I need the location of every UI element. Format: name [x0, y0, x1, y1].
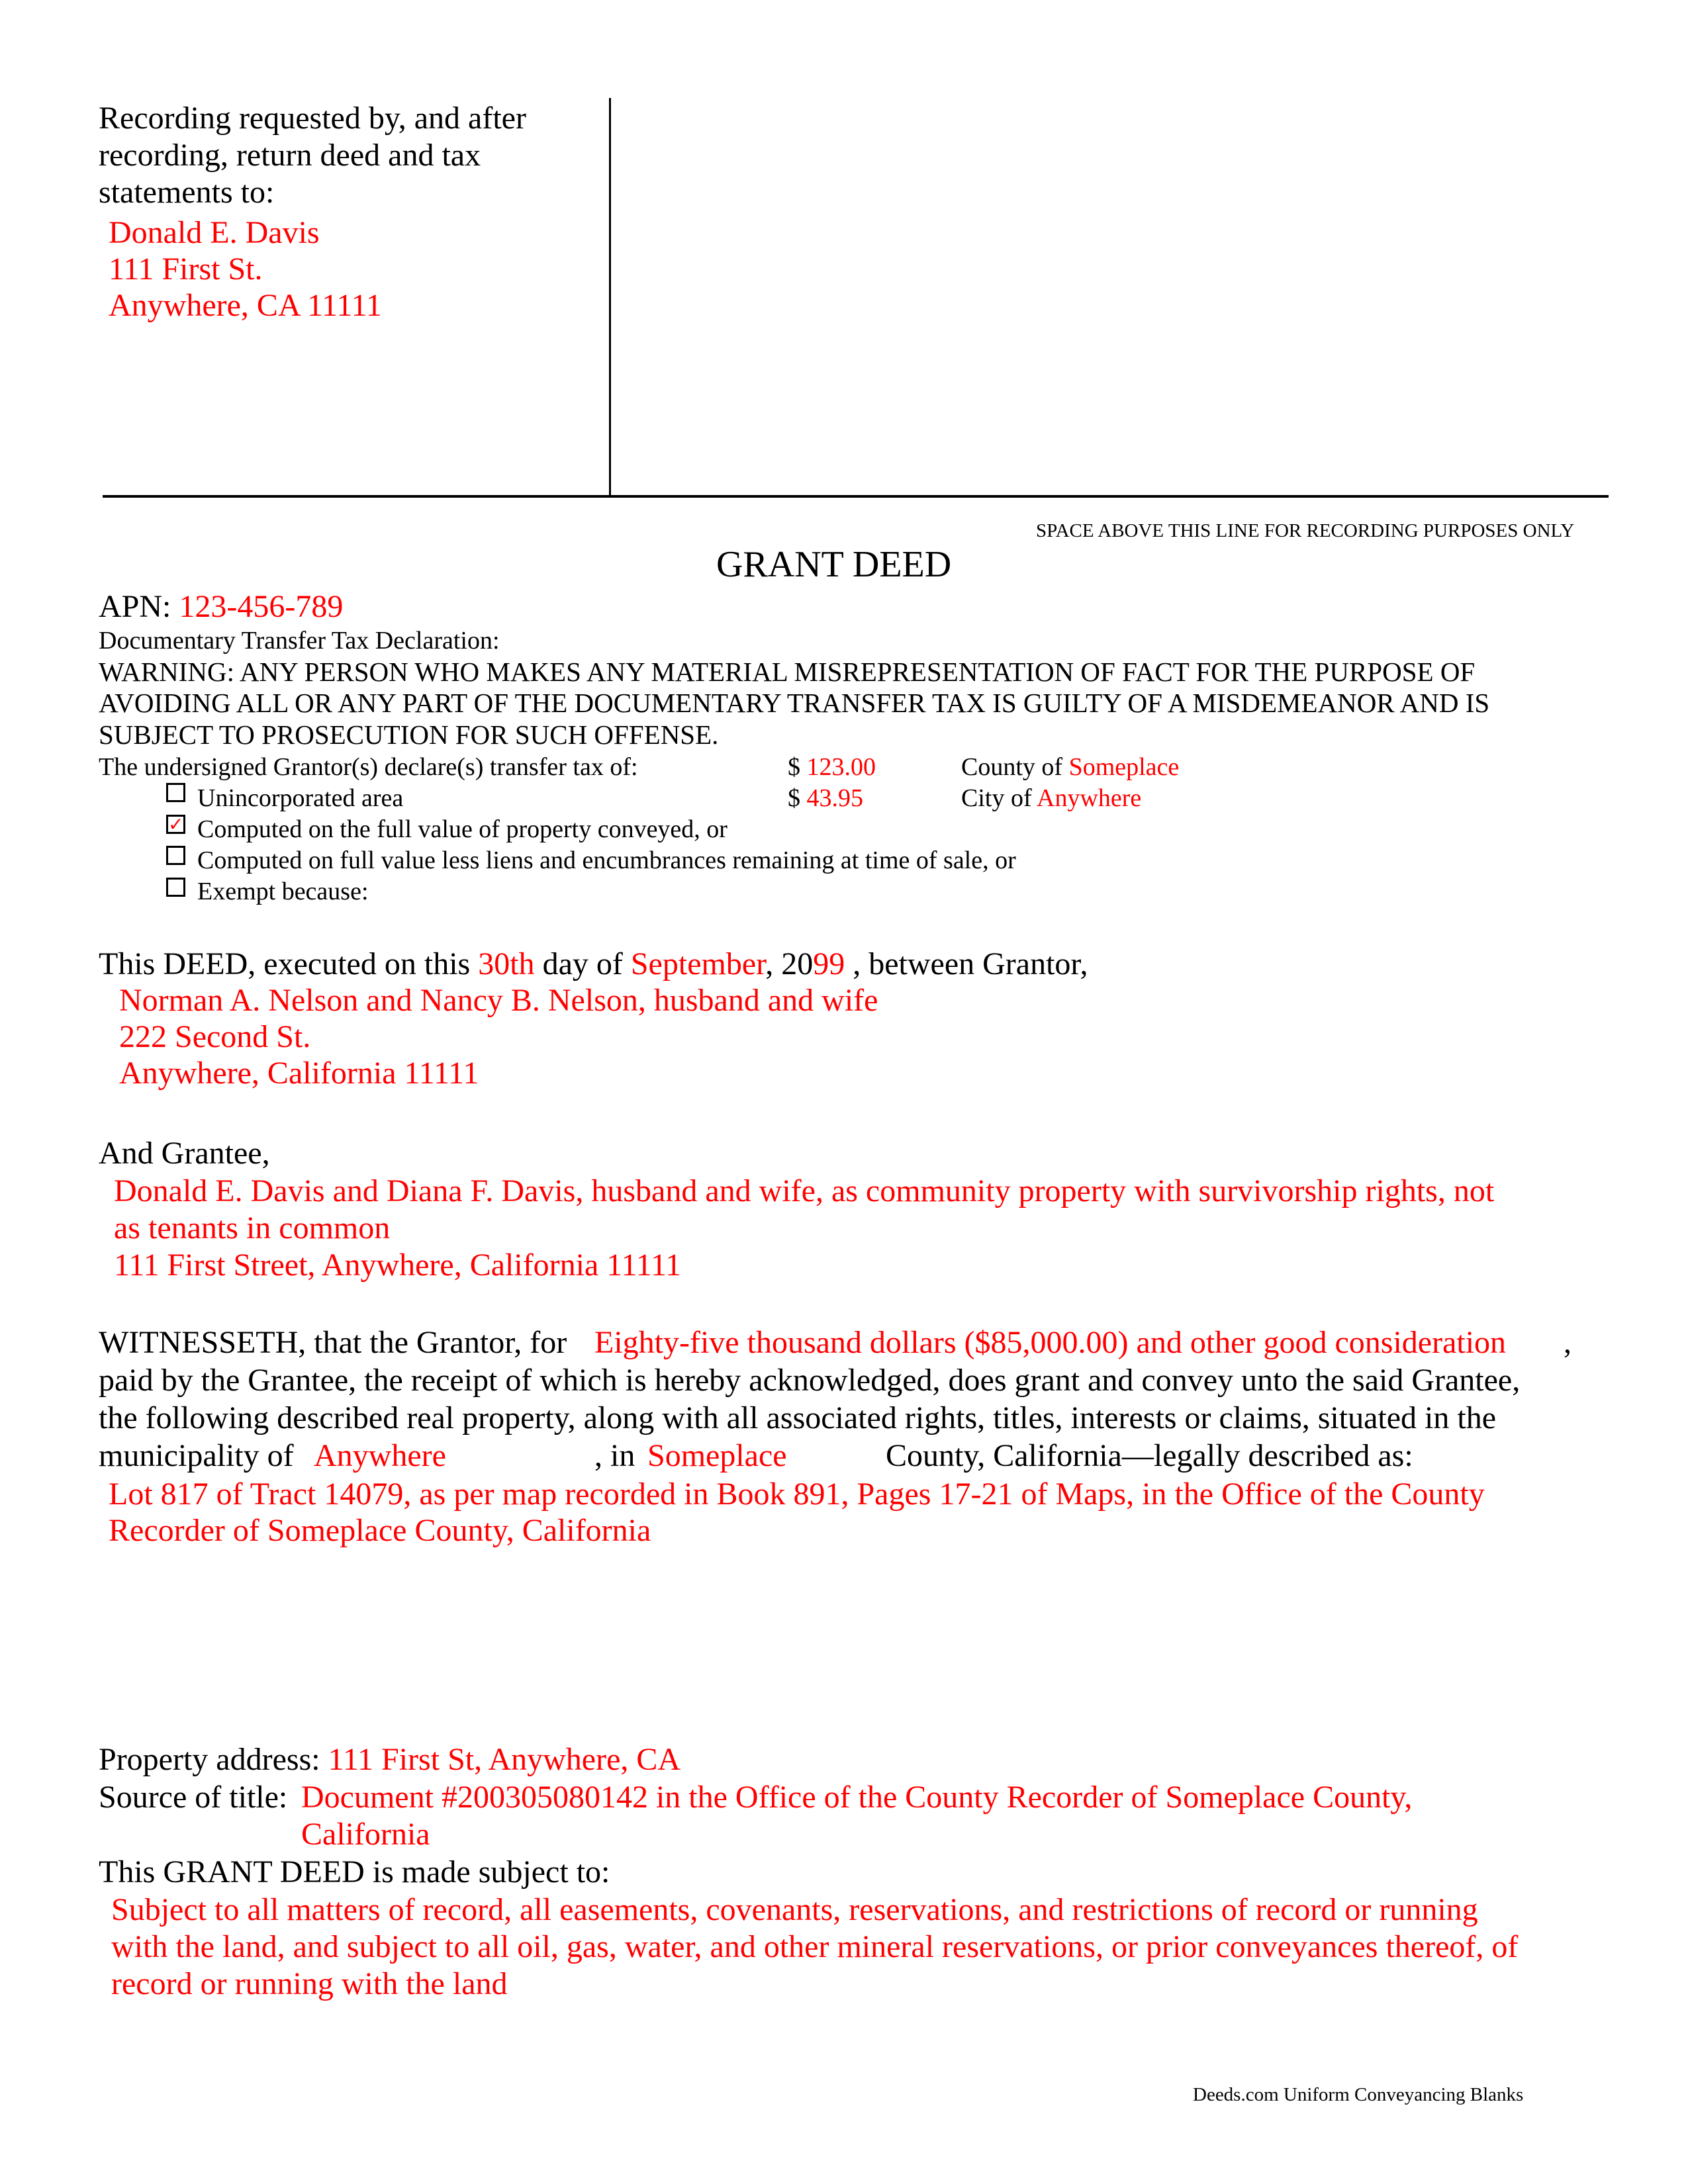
return-label-line-1: Recording requested by, and after — [99, 101, 526, 136]
day-of-label: day of — [542, 946, 623, 981]
return-label-line-2: recording, return deed and tax — [99, 138, 481, 173]
subject-to-line-3: record or running with the land — [111, 1966, 508, 2001]
subject-to-label: This GRANT DEED is made subject to: — [99, 1854, 610, 1889]
grantee-names-line-1: Donald E. Davis and Diana F. Davis, husband and wife, as community property with survivorship rights, not — [114, 1173, 1495, 1208]
recording-box-vertical-rule — [609, 98, 611, 497]
between-grantor-label: , between Grantor, — [853, 946, 1088, 981]
declare-label: The undersigned Grantor(s) declare(s) transfer tax of: — [99, 753, 638, 781]
witnesseth-line-2: paid by the Grantee, the receipt of which is hereby acknowledged, does grant and convey unto the said Grantee, — [99, 1363, 1521, 1398]
deed-intro: This DEED, executed on this — [99, 946, 471, 981]
city-label: City of — [961, 784, 1032, 812]
return-to-name: Donald E. Davis — [109, 215, 320, 250]
property-address-row — [99, 1741, 680, 1778]
checkbox-full-value[interactable] — [166, 815, 185, 834]
grantor-street: 222 Second St. — [119, 1019, 311, 1054]
county-tail: County, California—legally described as: — [886, 1438, 1413, 1473]
witnesseth-line-3: the following described real property, along with all associated rights, titles, interests or claims, situated in the — [99, 1400, 1497, 1435]
year-prefix: , 20 — [765, 946, 814, 981]
city-tax-amount — [788, 783, 863, 814]
source-of-title-label: Source of title: — [99, 1780, 288, 1815]
municipality-value: Anywhere — [314, 1438, 446, 1473]
page-title: GRANT DEED — [716, 544, 952, 585]
execution-year: 99 — [813, 946, 845, 981]
subject-to-line-2: with the land, and subject to all oil, gas, water, and other mineral reservations, or prior conveyances thereof, of — [111, 1929, 1519, 1964]
municipality-label: municipality of — [99, 1438, 294, 1473]
execution-month: September — [630, 946, 766, 981]
option-exempt-label: Exempt because: — [197, 878, 369, 905]
consideration: Eighty-five thousand dollars ($85,000.00) and other good consideration — [594, 1325, 1507, 1360]
county-name: Someplace — [647, 1438, 787, 1473]
property-address-value: 111 First St, Anywhere, CA — [328, 1742, 681, 1777]
grantee-label: And Grantee, — [99, 1136, 270, 1171]
recording-box-horizontal-rule — [103, 495, 1609, 498]
county-amount: 123.00 — [806, 753, 876, 781]
county-tax-amount — [788, 752, 876, 783]
apn-row — [99, 588, 343, 625]
option-full-value-label: Computed on the full value of property conveyed, or — [197, 815, 727, 843]
option-less-liens-label: Computed on full value less liens and encumbrances remaining at time of sale, or — [197, 846, 1016, 874]
city-value: Anywhere — [1037, 784, 1142, 812]
warning-line-3: SUBJECT TO PROSECUTION FOR SUCH OFFENSE. — [99, 719, 719, 750]
county-label: County of — [961, 753, 1063, 781]
checkbox-exempt[interactable] — [166, 878, 185, 897]
apn-value: 123-456-789 — [179, 589, 344, 624]
county-field — [961, 752, 1179, 783]
return-to-city: Anywhere, CA 11111 — [109, 288, 382, 323]
county-value: Someplace — [1068, 753, 1180, 781]
space-notice: SPACE ABOVE THIS LINE FOR RECORDING PURPOSES ONLY — [1036, 520, 1575, 541]
apn-label: APN: — [99, 589, 171, 624]
in-county-label: , in — [594, 1438, 635, 1473]
warning-line-1: WARNING: ANY PERSON WHO MAKES ANY MATERIAL MISREPRESENTATION OF FACT FOR THE PURPOSE OF — [99, 657, 1476, 687]
property-address-label: Property address: — [99, 1742, 320, 1777]
legal-description-line-1: Lot 817 of Tract 14079, as per map recorded in Book 891, Pages 17-21 of Maps, in the Office of the County — [109, 1477, 1485, 1512]
return-label-line-3: statements to: — [99, 175, 275, 210]
transfer-tax-declaration-label: Documentary Transfer Tax Declaration: — [99, 627, 500, 655]
grantor-names: Norman A. Nelson and Nancy B. Nelson, husband and wife — [119, 983, 878, 1018]
witnesseth-intro: WITNESSETH, that the Grantor, for — [99, 1325, 567, 1360]
footer-text: Deeds.com Uniform Conveyancing Blanks — [1193, 2084, 1524, 2105]
dollar-sign: $ — [788, 753, 800, 781]
dollar-sign: $ — [788, 784, 800, 812]
source-of-title-line-1: Document #200305080142 in the Office of the County Recorder of Someplace County, — [301, 1780, 1413, 1815]
return-to-street: 111 First St. — [109, 251, 263, 287]
deed-execution-line — [99, 945, 1088, 983]
checkbox-less-liens[interactable] — [166, 846, 185, 865]
grantee-address: 111 First Street, Anywhere, California 11111 — [114, 1248, 682, 1283]
option-unincorporated-label: Unincorporated area — [197, 784, 404, 812]
grantor-city: Anywhere, California 11111 — [119, 1056, 479, 1091]
checkbox-unincorporated[interactable] — [166, 783, 185, 802]
checkmark-icon: ✓ — [168, 813, 184, 835]
city-amount: 43.95 — [806, 784, 863, 812]
grantee-names-line-2: as tenants in common — [114, 1210, 391, 1246]
legal-description-line-2: Recorder of Someplace County, California — [109, 1513, 651, 1548]
warning-line-2: AVOIDING ALL OR ANY PART OF THE DOCUMENTARY TRANSFER TAX IS GUILTY OF A MISDEMEANOR AND IS — [99, 688, 1490, 718]
consideration-comma: , — [1564, 1325, 1571, 1360]
subject-to-line-1: Subject to all matters of record, all easements, covenants, reservations, and restrictions of record or running — [111, 1892, 1478, 1927]
execution-day: 30th — [478, 946, 535, 981]
city-field — [961, 783, 1141, 814]
source-of-title-line-2: California — [301, 1817, 430, 1852]
